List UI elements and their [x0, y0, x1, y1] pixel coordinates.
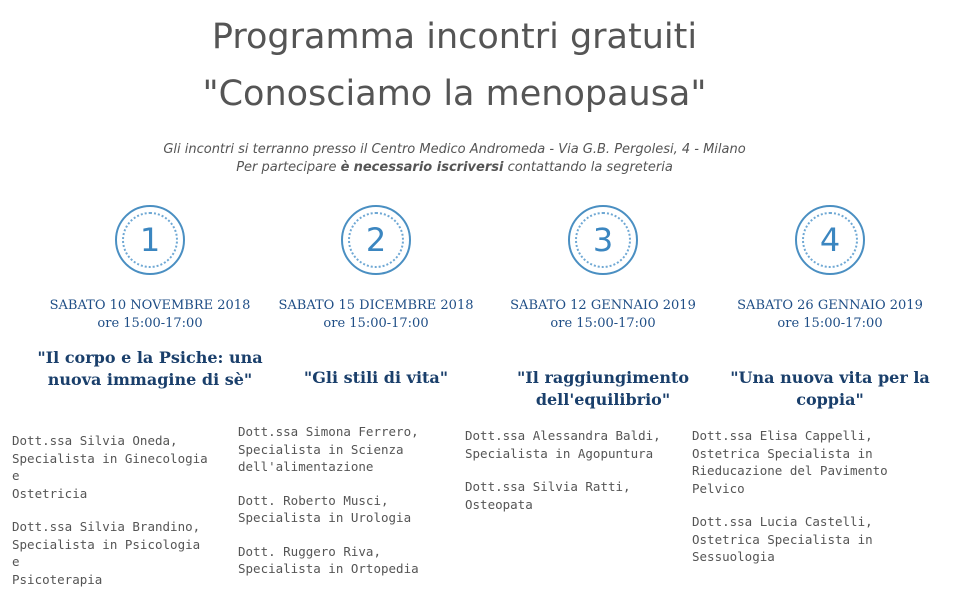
- meeting-date: SABATO 10 NOVEMBRE 2018: [49, 298, 251, 313]
- meeting-title: "Gli stili di vita": [303, 368, 449, 387]
- page-subtitle: "Conosciamo la menopausa": [202, 74, 707, 114]
- page-title: Programma incontri gratuiti: [211, 17, 698, 57]
- speaker-list: [12, 432, 212, 604]
- speaker-list: [465, 427, 665, 529]
- speaker-entry: Dott.ssa Alessandra Baldi, Specialista in Agopuntura: [465, 428, 661, 461]
- speaker-entry: Dott.ssa Silvia Ratti, Osteopata: [465, 479, 631, 512]
- speaker-list: [692, 427, 892, 582]
- meeting-number: 2: [365, 221, 387, 259]
- intro-registration-text: Per partecipare: [236, 160, 341, 175]
- meeting-number: 1: [139, 221, 161, 259]
- meeting-number-badge: [568, 205, 638, 275]
- meeting-date: SABATO 12 GENNAIO 2019: [510, 298, 696, 313]
- intro-registration: [0, 159, 909, 177]
- meeting-date: SABATO 26 GENNAIO 2019: [737, 298, 923, 313]
- intro-location: Gli incontri si terranno presso il Centro Medico Andromeda - Via G.B. Pergolesi, 4 - Milano: [163, 142, 746, 157]
- meeting-number-badge: [341, 205, 411, 275]
- meeting-number-badge: [795, 205, 865, 275]
- speaker-entry: Dott.ssa Silvia Brandino, Specialista in Psicologia e Psicoterapia: [12, 519, 201, 587]
- speaker-entry: Dott.ssa Elisa Cappelli, Ostetrica Specialista in Rieducazione del Pavimento Pelvico: [692, 428, 888, 496]
- intro-text: [0, 141, 909, 177]
- speaker-entry: Dott.ssa Lucia Castelli, Ostetrica Specialista in Sessuologia: [692, 514, 873, 564]
- meeting-title: "Una nuova vita per la coppia": [730, 368, 930, 409]
- meeting-time: ore 15:00-17:00: [97, 316, 203, 331]
- meeting-time: ore 15:00-17:00: [777, 316, 883, 331]
- meeting-date: SABATO 15 DICEMBRE 2018: [278, 298, 474, 313]
- intro-registration-bold: è: [340, 160, 350, 175]
- meeting-number: 3: [592, 221, 614, 259]
- meeting-title: "Il corpo e la Psiche: una nuova immagine di sè": [37, 348, 263, 389]
- meeting-title: "Il raggiungimento dell'equilibrio": [516, 368, 690, 409]
- meeting-number: 4: [819, 221, 841, 259]
- intro-registration-text: contattando la segreteria: [503, 160, 673, 175]
- intro-registration-bold: necessario iscriversi: [353, 160, 504, 175]
- speaker-entry: Dott.ssa Silvia Oneda, Specialista in Ginecologia e Ostetricia: [12, 433, 208, 501]
- speaker-entry: Dott. Roberto Musci, Specialista in Urologia: [238, 492, 412, 525]
- speaker-entry: Dott. Ruggero Riva, Specialista in Ortopedia: [238, 543, 419, 576]
- meeting-time: ore 15:00-17:00: [550, 316, 656, 331]
- meeting-number-badge: [115, 205, 185, 275]
- speaker-entry: Dott.ssa Simona Ferrero, Specialista in Scienza dell'alimentazione: [238, 424, 419, 474]
- meeting-time: ore 15:00-17:00: [323, 316, 429, 331]
- speaker-list: [238, 423, 438, 594]
